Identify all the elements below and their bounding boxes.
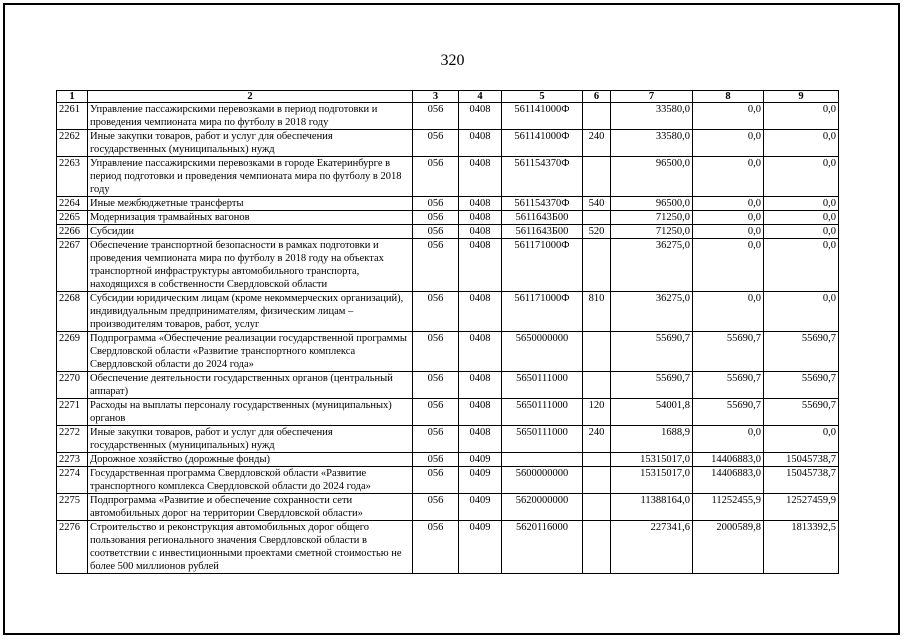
row-name: Управление пассажирскими перевозками в период подготовки и проведения чемпионата мира по футболу в 2018 году bbox=[88, 103, 413, 130]
section-code: 0408 bbox=[459, 399, 502, 426]
target-code: 561154370Ф bbox=[502, 197, 583, 211]
row-name: Подпрограмма «Развитие и обеспечение сохранности сети автомобильных дорог на территории Свердловской области» bbox=[88, 494, 413, 521]
row-number: 2271 bbox=[57, 399, 88, 426]
target-code: 5650111000 bbox=[502, 372, 583, 399]
amount-col7: 54001,8 bbox=[611, 399, 693, 426]
amount-col9: 15045738,7 bbox=[764, 467, 839, 494]
header-cell: 8 bbox=[693, 91, 764, 103]
row-name: Субсидии bbox=[88, 225, 413, 239]
table-row bbox=[57, 399, 839, 426]
ministry-code: 056 bbox=[413, 467, 459, 494]
row-name: Строительство и реконструкция автомобильных дорог общего пользования регионального значения Свердловской области в соответствии с инвестиционными проектами сметной стоимостью не более 500 миллионов рублей bbox=[88, 521, 413, 574]
expense-type-code: 540 bbox=[583, 197, 611, 211]
expense-type-code bbox=[583, 453, 611, 467]
target-code: 5611643Б00 bbox=[502, 225, 583, 239]
row-number: 2265 bbox=[57, 211, 88, 225]
table-row bbox=[57, 239, 839, 292]
expense-type-code bbox=[583, 157, 611, 197]
table-row bbox=[57, 467, 839, 494]
section-code: 0408 bbox=[459, 426, 502, 453]
amount-col8: 0,0 bbox=[693, 157, 764, 197]
section-code: 0408 bbox=[459, 239, 502, 292]
amount-col9: 15045738,7 bbox=[764, 453, 839, 467]
section-code: 0409 bbox=[459, 494, 502, 521]
ministry-code: 056 bbox=[413, 157, 459, 197]
amount-col7: 36275,0 bbox=[611, 292, 693, 332]
header-cell: 1 bbox=[57, 91, 88, 103]
row-name: Подпрограмма «Обеспечение реализации государственной программы Свердловской области «Развитие транспортного комплекса Свердловской области до 2024 года» bbox=[88, 332, 413, 372]
table-row bbox=[57, 292, 839, 332]
amount-col7: 33580,0 bbox=[611, 103, 693, 130]
target-code: 5611643Б00 bbox=[502, 211, 583, 225]
amount-col8: 55690,7 bbox=[693, 372, 764, 399]
section-code: 0409 bbox=[459, 521, 502, 574]
amount-col7: 55690,7 bbox=[611, 372, 693, 399]
target-code: 561171000Ф bbox=[502, 292, 583, 332]
amount-col9: 55690,7 bbox=[764, 399, 839, 426]
amount-col9: 0,0 bbox=[764, 211, 839, 225]
ministry-code: 056 bbox=[413, 372, 459, 399]
amount-col8: 2000589,8 bbox=[693, 521, 764, 574]
section-code: 0409 bbox=[459, 453, 502, 467]
row-number: 2268 bbox=[57, 292, 88, 332]
row-name: Государственная программа Свердловской области «Развитие транспортного комплекса Свердловской области до 2024 года» bbox=[88, 467, 413, 494]
header-cell: 4 bbox=[459, 91, 502, 103]
row-name: Иные закупки товаров, работ и услуг для обеспечения государственных (муниципальных) нужд bbox=[88, 426, 413, 453]
amount-col9: 0,0 bbox=[764, 197, 839, 211]
amount-col9: 0,0 bbox=[764, 103, 839, 130]
amount-col8: 55690,7 bbox=[693, 332, 764, 372]
expense-type-code bbox=[583, 103, 611, 130]
table-row bbox=[57, 225, 839, 239]
amount-col7: 11388164,0 bbox=[611, 494, 693, 521]
amount-col8: 14406883,0 bbox=[693, 467, 764, 494]
table-row bbox=[57, 372, 839, 399]
amount-col8: 0,0 bbox=[693, 225, 764, 239]
target-code: 561154370Ф bbox=[502, 157, 583, 197]
amount-col9: 55690,7 bbox=[764, 332, 839, 372]
ministry-code: 056 bbox=[413, 211, 459, 225]
section-code: 0408 bbox=[459, 197, 502, 211]
amount-col7: 15315017,0 bbox=[611, 467, 693, 494]
amount-col8: 55690,7 bbox=[693, 399, 764, 426]
ministry-code: 056 bbox=[413, 292, 459, 332]
row-name: Обеспечение транспортной безопасности в рамках подготовки и проведения чемпионата мира по футболу в 2018 году на объектах транспортной инфраструктуры автомобильного транспорта, находящихся в собственности Свердловской области bbox=[88, 239, 413, 292]
amount-col7: 71250,0 bbox=[611, 225, 693, 239]
amount-col7: 55690,7 bbox=[611, 332, 693, 372]
table-row bbox=[57, 521, 839, 574]
page-number: 320 bbox=[440, 52, 465, 69]
amount-col9: 1813392,5 bbox=[764, 521, 839, 574]
target-code: 5600000000 bbox=[502, 467, 583, 494]
row-name: Модернизация трамвайных вагонов bbox=[88, 211, 413, 225]
table-row bbox=[57, 426, 839, 453]
section-code: 0409 bbox=[459, 467, 502, 494]
row-number: 2274 bbox=[57, 467, 88, 494]
row-number: 2266 bbox=[57, 225, 88, 239]
section-code: 0408 bbox=[459, 372, 502, 399]
section-code: 0408 bbox=[459, 225, 502, 239]
section-code: 0408 bbox=[459, 211, 502, 225]
amount-col9: 55690,7 bbox=[764, 372, 839, 399]
amount-col9: 0,0 bbox=[764, 426, 839, 453]
expense-type-code bbox=[583, 467, 611, 494]
header-cell: 6 bbox=[583, 91, 611, 103]
target-code: 561141000Ф bbox=[502, 130, 583, 157]
table-row bbox=[57, 103, 839, 130]
row-number: 2262 bbox=[57, 130, 88, 157]
row-name: Иные межбюджетные трансферты bbox=[88, 197, 413, 211]
amount-col7: 96500,0 bbox=[611, 157, 693, 197]
amount-col8: 14406883,0 bbox=[693, 453, 764, 467]
header-cell: 3 bbox=[413, 91, 459, 103]
ministry-code: 056 bbox=[413, 225, 459, 239]
amount-col7: 71250,0 bbox=[611, 211, 693, 225]
row-number: 2276 bbox=[57, 521, 88, 574]
table-row bbox=[57, 332, 839, 372]
amount-col9: 0,0 bbox=[764, 157, 839, 197]
header-row bbox=[57, 91, 839, 103]
table-row bbox=[57, 197, 839, 211]
ministry-code: 056 bbox=[413, 130, 459, 157]
amount-col8: 0,0 bbox=[693, 103, 764, 130]
section-code: 0408 bbox=[459, 157, 502, 197]
amount-col8: 0,0 bbox=[693, 211, 764, 225]
section-code: 0408 bbox=[459, 103, 502, 130]
table-row bbox=[57, 157, 839, 197]
row-number: 2264 bbox=[57, 197, 88, 211]
section-code: 0408 bbox=[459, 292, 502, 332]
ministry-code: 056 bbox=[413, 453, 459, 467]
target-code: 5650000000 bbox=[502, 332, 583, 372]
amount-col8: 0,0 bbox=[693, 197, 764, 211]
row-name: Расходы на выплаты персоналу государственных (муниципальных) органов bbox=[88, 399, 413, 426]
table-row bbox=[57, 453, 839, 467]
row-name: Субсидии юридическим лицам (кроме некоммерческих организаций), индивидуальным предпринимателям, физическим лицам – производителям товаров, работ, услуг bbox=[88, 292, 413, 332]
ministry-code: 056 bbox=[413, 521, 459, 574]
amount-col7: 1688,9 bbox=[611, 426, 693, 453]
amount-col9: 12527459,9 bbox=[764, 494, 839, 521]
table-row bbox=[57, 211, 839, 225]
target-code: 5650111000 bbox=[502, 399, 583, 426]
expense-type-code: 240 bbox=[583, 130, 611, 157]
row-number: 2267 bbox=[57, 239, 88, 292]
ministry-code: 056 bbox=[413, 103, 459, 130]
expense-type-code: 810 bbox=[583, 292, 611, 332]
expense-type-code bbox=[583, 521, 611, 574]
amount-col8: 0,0 bbox=[693, 239, 764, 292]
amount-col7: 227341,6 bbox=[611, 521, 693, 574]
ministry-code: 056 bbox=[413, 332, 459, 372]
amount-col8: 0,0 bbox=[693, 292, 764, 332]
amount-col9: 0,0 bbox=[764, 130, 839, 157]
section-code: 0408 bbox=[459, 130, 502, 157]
row-number: 2263 bbox=[57, 157, 88, 197]
target-code: 5620116000 bbox=[502, 521, 583, 574]
expense-type-code: 240 bbox=[583, 426, 611, 453]
ministry-code: 056 bbox=[413, 197, 459, 211]
amount-col7: 36275,0 bbox=[611, 239, 693, 292]
row-name: Управление пассажирскими перевозками в городе Екатеринбурге в период подготовки и проведения чемпионата мира по футболу в 2018 году bbox=[88, 157, 413, 197]
amount-col7: 96500,0 bbox=[611, 197, 693, 211]
budget-table bbox=[56, 90, 839, 574]
expense-type-code: 120 bbox=[583, 399, 611, 426]
row-name: Дорожное хозяйство (дорожные фонды) bbox=[88, 453, 413, 467]
row-number: 2275 bbox=[57, 494, 88, 521]
row-number: 2270 bbox=[57, 372, 88, 399]
expense-type-code bbox=[583, 332, 611, 372]
ministry-code: 056 bbox=[413, 494, 459, 521]
ministry-code: 056 bbox=[413, 399, 459, 426]
target-code: 561171000Ф bbox=[502, 239, 583, 292]
expense-type-code bbox=[583, 372, 611, 399]
header-cell: 2 bbox=[88, 91, 413, 103]
row-number: 2269 bbox=[57, 332, 88, 372]
target-code bbox=[502, 453, 583, 467]
amount-col8: 11252455,9 bbox=[693, 494, 764, 521]
header-cell: 9 bbox=[764, 91, 839, 103]
row-number: 2272 bbox=[57, 426, 88, 453]
expense-type-code: 520 bbox=[583, 225, 611, 239]
amount-col9: 0,0 bbox=[764, 239, 839, 292]
target-code: 5650111000 bbox=[502, 426, 583, 453]
amount-col8: 0,0 bbox=[693, 130, 764, 157]
expense-type-code bbox=[583, 494, 611, 521]
row-number: 2261 bbox=[57, 103, 88, 130]
ministry-code: 056 bbox=[413, 426, 459, 453]
header-cell: 7 bbox=[611, 91, 693, 103]
section-code: 0408 bbox=[459, 332, 502, 372]
table-row bbox=[57, 130, 839, 157]
row-number: 2273 bbox=[57, 453, 88, 467]
target-code: 5620000000 bbox=[502, 494, 583, 521]
amount-col7: 33580,0 bbox=[611, 130, 693, 157]
table-row bbox=[57, 494, 839, 521]
row-name: Иные закупки товаров, работ и услуг для обеспечения государственных (муниципальных) нужд bbox=[88, 130, 413, 157]
header-cell: 5 bbox=[502, 91, 583, 103]
target-code: 561141000Ф bbox=[502, 103, 583, 130]
amount-col9: 0,0 bbox=[764, 225, 839, 239]
amount-col8: 0,0 bbox=[693, 426, 764, 453]
row-name: Обеспечение деятельности государственных органов (центральный аппарат) bbox=[88, 372, 413, 399]
expense-type-code bbox=[583, 239, 611, 292]
expense-type-code bbox=[583, 211, 611, 225]
ministry-code: 056 bbox=[413, 239, 459, 292]
amount-col7: 15315017,0 bbox=[611, 453, 693, 467]
amount-col9: 0,0 bbox=[764, 292, 839, 332]
